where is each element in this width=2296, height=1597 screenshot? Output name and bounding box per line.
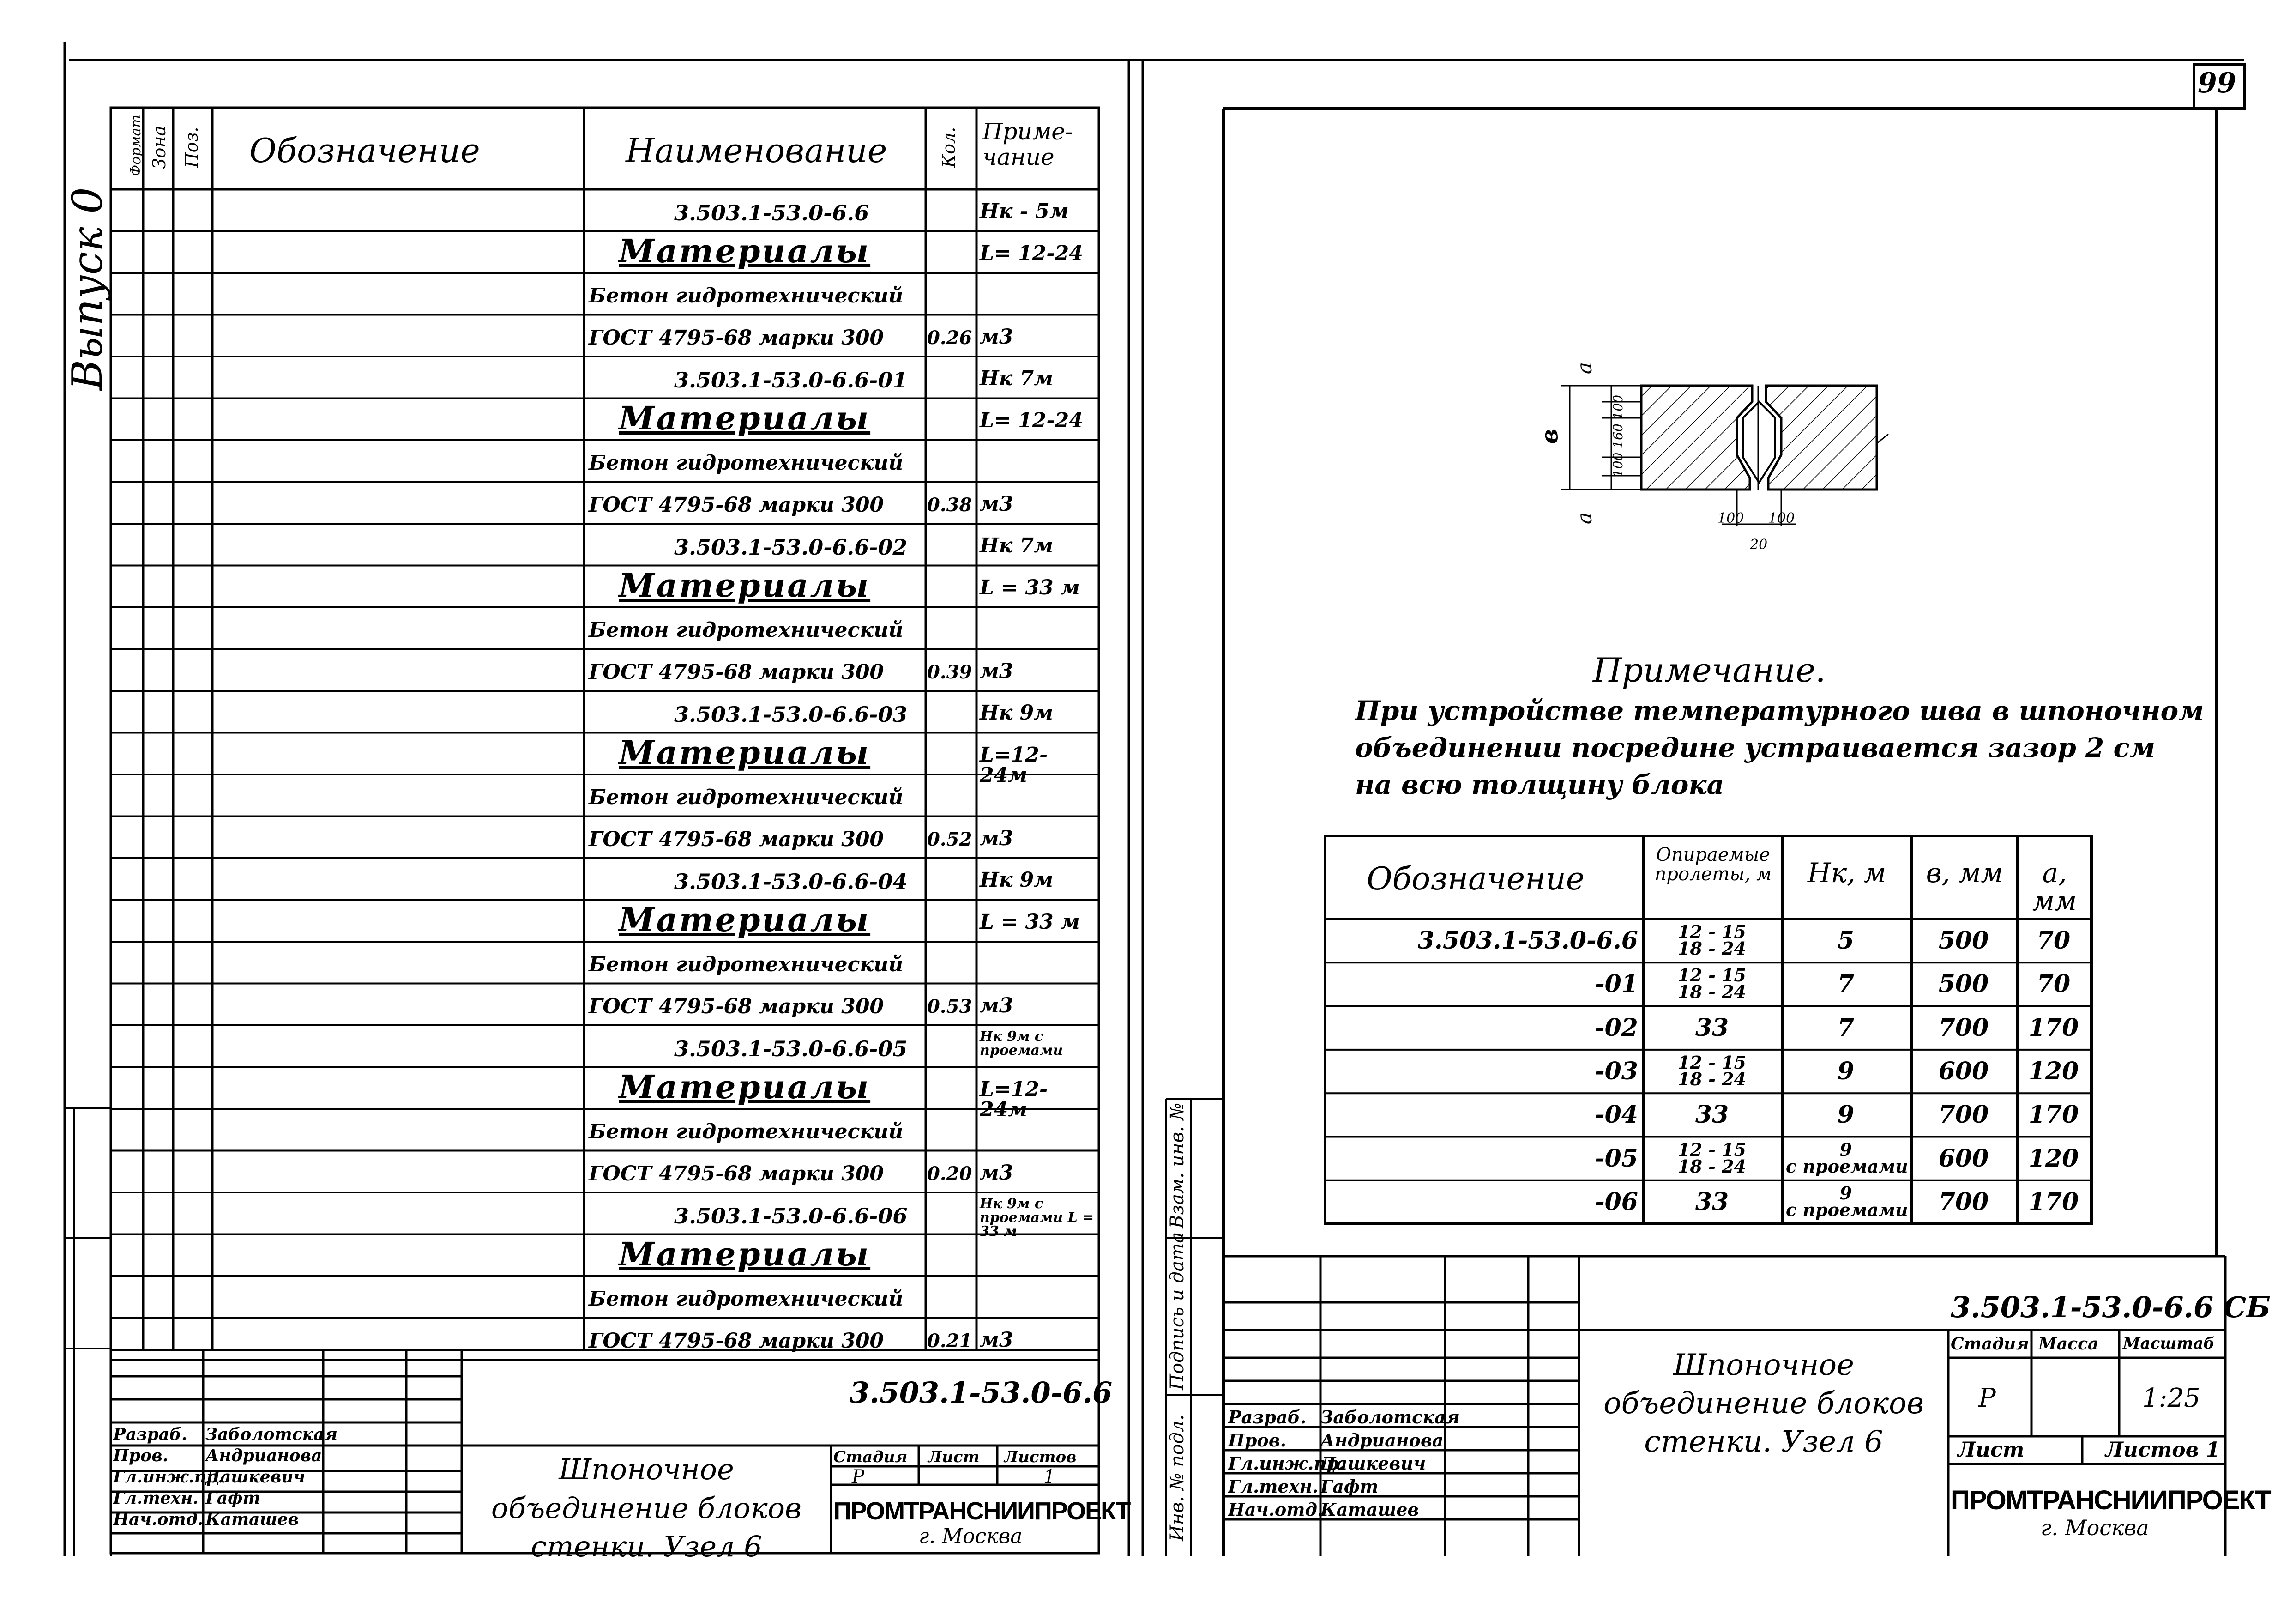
- spec-header-pos: Поз.: [181, 127, 202, 168]
- table-cell: 120: [2028, 1144, 2079, 1173]
- left-stamp-title: Шпоночное объединение блоков стенки. Узел 6: [491, 1452, 802, 1564]
- spec-row-qty: 0.39: [927, 661, 972, 683]
- table-cell: -05: [1595, 1144, 1638, 1173]
- right-stamp-stage-label: Стадия: [1951, 1334, 2029, 1354]
- stamp-person-name: Дашкевич: [205, 1467, 306, 1487]
- table-cell: 9 с проемами: [1786, 1139, 1908, 1177]
- table-header-spans: Опираемые пролеты, м: [1654, 844, 1772, 885]
- dim-a-bottom: а: [1573, 512, 1597, 525]
- spec-row-name: 3.503.1-53.0-6.6-05: [674, 1036, 908, 1061]
- spec-row-name: Бетон гидротехнический: [589, 953, 904, 976]
- side-stamp-signature: Подпись и дата: [1167, 1232, 1188, 1390]
- spec-row-note: м3: [980, 1328, 1013, 1352]
- table-cell: 33: [1695, 1101, 1729, 1129]
- left-stamp-city: г. Москва: [919, 1524, 1023, 1548]
- stamp-person-name: Каташев: [1320, 1499, 1419, 1520]
- table-cell: 700: [1938, 1187, 1989, 1216]
- spec-row-name: ГОСТ 4795-68 марки 300: [589, 660, 884, 684]
- table-cell: 9 с проемами: [1786, 1182, 1908, 1220]
- table-cell: 120: [2028, 1057, 2079, 1085]
- side-stamp-inv: Инв. № подл.: [1167, 1415, 1188, 1541]
- right-stamp-sheet-label: Лист: [1958, 1438, 2025, 1462]
- table-cell: 9: [1837, 1057, 1855, 1085]
- dim-b: в: [1536, 429, 1563, 444]
- stamp-role: Нач.отд.: [113, 1510, 204, 1529]
- spec-header-name: Наименование: [626, 131, 887, 170]
- spec-row-note: Нк 9м: [980, 701, 1054, 725]
- table-cell: 12 - 15 18 - 24: [1678, 1139, 1746, 1177]
- right-stamp-stage: Р: [1978, 1383, 1996, 1413]
- spec-row-name: Бетон гидротехнический: [589, 1287, 904, 1311]
- spec-row-note: Нк - 5м: [980, 200, 1069, 223]
- spec-row-qty: 0.26: [927, 327, 972, 349]
- table-cell: 700: [1938, 1101, 1989, 1129]
- stamp-person-name: Гафт: [1320, 1476, 1379, 1497]
- spec-row-note: Нк 7м: [980, 367, 1054, 390]
- spec-row-note: L= 12-24: [980, 408, 1083, 432]
- stamp-role: Гл.инж.пр.: [1228, 1453, 1345, 1474]
- spec-row-name: 3.503.1-53.0-6.6-03: [674, 702, 908, 727]
- spec-row-note: Нк 9м с проемами: [980, 1028, 1063, 1059]
- note-title: Примечание.: [1593, 651, 1826, 690]
- stamp-person-name: Заболотская: [205, 1425, 338, 1444]
- spec-row-name: Материалы: [619, 733, 871, 772]
- spec-row-note: Нк 9м: [980, 868, 1054, 892]
- table-cell: 33: [1695, 1187, 1729, 1216]
- stamp-role: Гл.техн.: [113, 1488, 199, 1508]
- stamp-person-name: Заболотская: [1320, 1407, 1460, 1428]
- right-stamp-org: ПРОМТРАНСНИИПРОЕКТ: [1951, 1485, 2271, 1515]
- spec-row-name: Бетон гидротехнический: [589, 786, 904, 809]
- note-line-2: объединении посредине устраивается зазор 2 см: [1355, 732, 2155, 763]
- stamp-role: Гл.техн.: [1228, 1476, 1319, 1497]
- spec-row-name: Материалы: [619, 231, 871, 270]
- spec-row-note: м3: [980, 1161, 1013, 1185]
- spec-row-note: L=12-24м: [980, 1077, 1048, 1121]
- left-stamp-org: ПРОМТРАНСНИИПРОЕКТ: [833, 1497, 1130, 1525]
- dim-100-left: 100: [1717, 510, 1744, 526]
- spec-row-note: м3: [980, 659, 1013, 683]
- table-cell: 170: [2028, 1101, 2079, 1129]
- spec-row-note: L= 12-24: [980, 241, 1083, 265]
- table-cell: 600: [1938, 1144, 1989, 1173]
- spec-row-name: 3.503.1-53.0-6.6-01: [674, 368, 908, 393]
- spec-header-zone: Зона: [149, 125, 169, 169]
- page-number: 99: [2198, 67, 2236, 99]
- spec-row-name: ГОСТ 4795-68 марки 300: [589, 994, 884, 1018]
- table-cell: 3.503.1-53.0-6.6: [1417, 926, 1638, 955]
- dim-20: 20: [1750, 537, 1768, 553]
- left-stamp-sheets: 1: [1043, 1466, 1055, 1488]
- table-header-designation: Обозначение: [1367, 861, 1585, 897]
- spec-header-format: Формат: [128, 115, 144, 176]
- spec-row-note: Нк 9м с проемами L = 33 м: [980, 1196, 1094, 1240]
- table-header-b: в, мм: [1926, 857, 2003, 889]
- stamp-role: Пров.: [113, 1446, 169, 1465]
- table-cell: 9: [1837, 1101, 1855, 1129]
- spec-row-name: Бетон гидротехнический: [589, 451, 904, 475]
- spec-row-qty: 0.20: [927, 1162, 972, 1185]
- table-cell: -01: [1595, 970, 1638, 998]
- stamp-role: Пров.: [1228, 1430, 1287, 1451]
- spec-row-qty: 0.52: [927, 828, 972, 850]
- right-stamp-city: г. Москва: [2041, 1515, 2149, 1540]
- spec-row-name: ГОСТ 4795-68 марки 300: [589, 1329, 884, 1353]
- table-cell: -02: [1595, 1013, 1638, 1042]
- stamp-role: Нач.отд.: [1228, 1499, 1324, 1520]
- spec-row-qty: 0.53: [927, 995, 972, 1017]
- spec-row-qty: 0.38: [927, 494, 972, 516]
- table-cell: 170: [2028, 1187, 2079, 1216]
- spec-row-qty: 0.21: [927, 1330, 972, 1352]
- spec-row-name: Бетон гидротехнический: [589, 1120, 904, 1143]
- right-stamp-scale-label: Масштаб: [2123, 1334, 2215, 1353]
- spec-row-name: ГОСТ 4795-68 марки 300: [589, 1161, 884, 1186]
- spec-row-name: Бетон гидротехнический: [589, 284, 904, 308]
- table-cell: 7: [1837, 970, 1855, 998]
- table-cell: 12 - 15 18 - 24: [1678, 965, 1746, 1003]
- dim-a-top: а: [1573, 362, 1597, 375]
- spec-row-note: L=12-24м: [980, 743, 1048, 787]
- note-line-1: При устройстве температурного шва в шпоночном: [1355, 695, 2204, 726]
- right-stamp-title: Шпоночное объединение блоков стенки. Узел 6: [1603, 1348, 1924, 1459]
- spec-row-name: 3.503.1-53.0-6.6: [674, 200, 869, 225]
- spec-row-name: ГОСТ 4795-68 марки 300: [589, 326, 884, 350]
- dim-vertical: 100 160 100: [1610, 394, 1626, 478]
- spec-row-note: Нк 7м: [980, 534, 1054, 557]
- spec-row-note: м3: [980, 993, 1013, 1017]
- spec-row-name: ГОСТ 4795-68 марки 300: [589, 493, 884, 517]
- side-stamp-replace: Взам. инв. №: [1167, 1102, 1188, 1228]
- table-cell: 70: [2037, 970, 2071, 998]
- table-cell: 33: [1695, 1013, 1729, 1042]
- table-cell: 12 - 15 18 - 24: [1678, 1052, 1746, 1089]
- table-cell: 170: [2028, 1013, 2079, 1042]
- spec-header-qty: Кол.: [939, 127, 959, 168]
- spec-row-note: м3: [980, 492, 1013, 516]
- stamp-role: Разраб.: [113, 1425, 187, 1444]
- spec-row-name: Материалы: [619, 900, 871, 939]
- table-cell: 7: [1837, 1013, 1855, 1042]
- stamp-person-name: Гафт: [205, 1488, 260, 1508]
- table-cell: 70: [2037, 926, 2071, 955]
- spec-row-name: Материалы: [619, 1067, 871, 1106]
- joint-detail: [1561, 386, 1888, 526]
- stamp-person-name: Андрианова: [205, 1446, 322, 1465]
- right-stamp-code: 3.503.1-53.0-6.6 СБ: [1951, 1290, 2271, 1324]
- spec-row-name: 3.503.1-53.0-6.6-06: [674, 1204, 908, 1228]
- table-cell: 12 - 15 18 - 24: [1678, 921, 1746, 959]
- table-cell: 700: [1938, 1013, 1989, 1042]
- issue-label: Выпуск 0: [63, 187, 112, 390]
- left-stamp-stage-label: Стадия: [833, 1448, 908, 1466]
- table-cell: 600: [1938, 1057, 1989, 1085]
- spec-row-note: м3: [980, 325, 1013, 349]
- spec-header-note: Приме- чание: [982, 118, 1073, 170]
- stamp-role: Разраб.: [1228, 1407, 1307, 1428]
- stamp-person-name: Андрианова: [1320, 1430, 1444, 1451]
- spec-row-name: 3.503.1-53.0-6.6-04: [674, 869, 908, 894]
- spec-header-designation: Обозначение: [249, 131, 480, 170]
- spec-row-name: Материалы: [619, 1234, 871, 1273]
- note-line-3: на всю толщину блока: [1355, 769, 1724, 800]
- spec-row-name: Материалы: [619, 566, 871, 605]
- left-stamp-sheet-label: Лист: [928, 1448, 980, 1466]
- right-stamp-scale: 1:25: [2142, 1383, 2200, 1413]
- table-header-hk: Нк, м: [1807, 857, 1886, 889]
- table-cell: 500: [1938, 926, 1989, 955]
- table-cell: -06: [1595, 1187, 1638, 1216]
- spec-row-name: Бетон гидротехнический: [589, 618, 904, 642]
- right-stamp-sheets-label: Листов 1: [2105, 1438, 2220, 1462]
- dim-100-right: 100: [1768, 510, 1795, 526]
- left-stamp-stage: Р: [852, 1466, 864, 1488]
- left-stamp-sheets-label: Листов: [1004, 1448, 1077, 1466]
- table-cell: 5: [1837, 926, 1855, 955]
- right-stamp-mass-label: Масса: [2038, 1334, 2099, 1354]
- table-cell: -03: [1595, 1057, 1638, 1085]
- spec-row-name: Материалы: [619, 399, 871, 437]
- stamp-person-name: Каташев: [205, 1510, 299, 1529]
- stamp-role: Гл.инж.пр.: [113, 1467, 224, 1487]
- left-stamp-code: 3.503.1-53.0-6.6: [850, 1376, 1113, 1409]
- spec-row-name: 3.503.1-53.0-6.6-02: [674, 535, 908, 560]
- spec-row-note: L = 33 м: [980, 910, 1080, 934]
- table-cell: 500: [1938, 970, 1989, 998]
- table-header-a: а, мм: [2032, 857, 2077, 917]
- table-cell: -04: [1595, 1101, 1638, 1129]
- spec-row-name: ГОСТ 4795-68 марки 300: [589, 827, 884, 851]
- stamp-person-name: Дашкевич: [1320, 1453, 1426, 1474]
- spec-row-note: L = 33 м: [980, 575, 1080, 599]
- spec-row-note: м3: [980, 826, 1013, 850]
